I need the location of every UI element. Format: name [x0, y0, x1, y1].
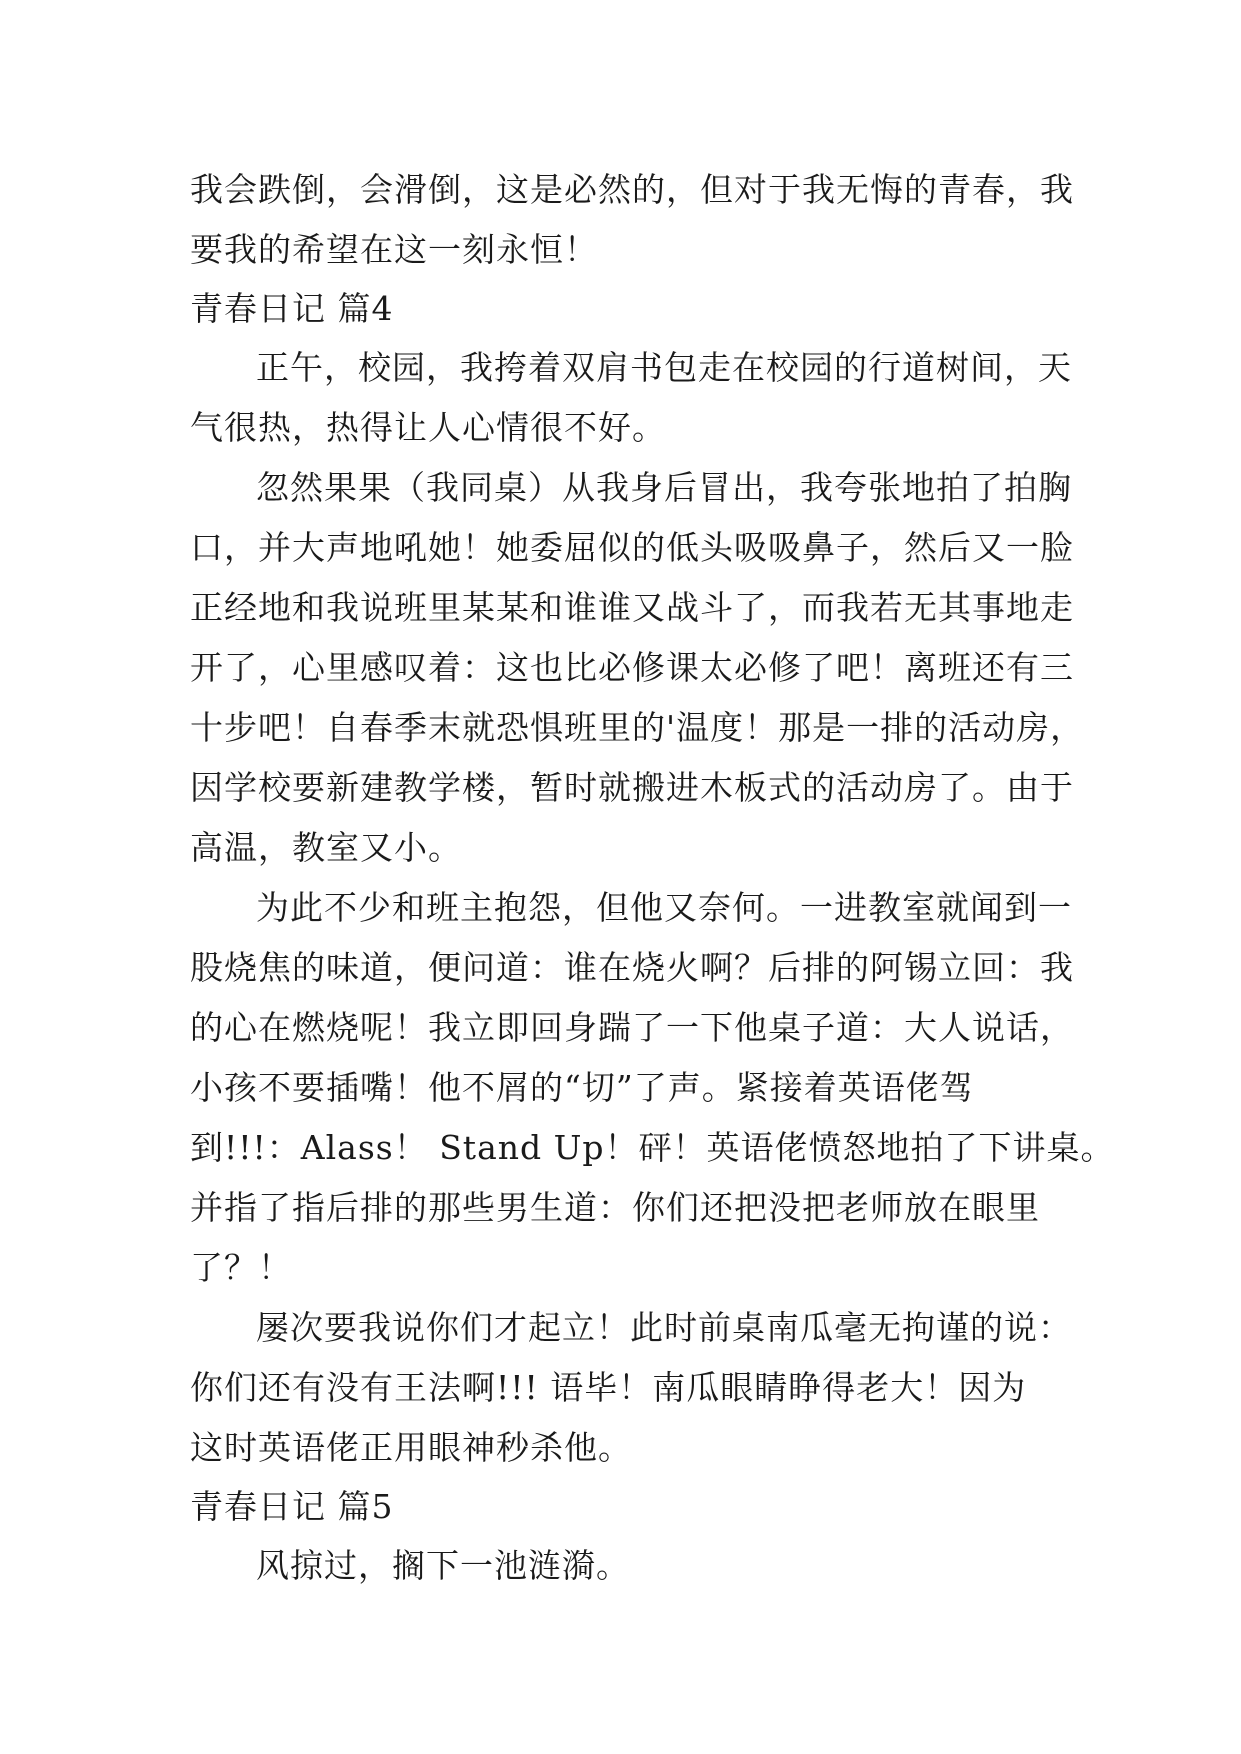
- text-line: 开了，心里感叹着：这也比必修课太必修了吧！离班还有三: [190, 648, 1074, 687]
- text-line: 股烧焦的味道，便问道：谁在烧火啊？后排的阿锡立回：我: [190, 948, 1074, 987]
- text-line: 这时英语佬正用眼神秒杀他。: [190, 1428, 632, 1467]
- paragraph: [190, 1298, 1070, 1478]
- text-line: 忽然果果（我同桌）从我身后冒出，我夸张地拍了拍胸: [256, 468, 1072, 507]
- paragraph: [190, 458, 1085, 878]
- paragraph: [190, 1536, 1070, 1596]
- paragraph: [190, 160, 1074, 280]
- text-line: 要我的希望在这一刻永恒！: [190, 230, 598, 269]
- text-line: 了？！: [190, 1248, 292, 1287]
- text-line: 到!!!：Alass！ Stand Up！砰！英语佬愤怒地拍了下讲桌。: [190, 1128, 1115, 1167]
- text-line: 因学校要新建教学楼，暂时就搬进木板式的活动房了。由于: [190, 768, 1074, 807]
- document-body: [190, 160, 1115, 1596]
- text-line: 正经地和我说班里某某和谁谁又战斗了，而我若无其事地走: [190, 588, 1074, 627]
- section-heading: 青春日记 篇4: [190, 289, 394, 328]
- text-line: 屡次要我说你们才起立！此时前桌南瓜毫无拘谨的说：: [256, 1308, 1072, 1347]
- text-line: 的心在燃烧呢！我立即回身踹了一下他桌子道：大人说话，: [190, 1008, 1074, 1047]
- text-line: 我会跌倒，会滑倒，这是必然的，但对于我无悔的青春，我: [190, 170, 1074, 209]
- text-line: 风掠过，搁下一池涟漪。: [256, 1546, 630, 1585]
- text-line: 正午，校园，我挎着双肩书包走在校园的行道树间，天: [256, 348, 1072, 387]
- paragraph: [190, 878, 1115, 1298]
- text-line: 口，并大声地吼她！她委屈似的低头吸吸鼻子，然后又一脸: [190, 528, 1074, 567]
- text-line: 气很热，热得让人心情很不好。: [190, 408, 666, 447]
- text-line: 小孩不要插嘴！他不屑的“切”了声。紧接着英语佬驾: [190, 1068, 974, 1107]
- text-line: 并指了指后排的那些男生道：你们还把没把老师放在眼里: [190, 1188, 1040, 1227]
- paragraph: [190, 338, 1070, 458]
- text-line: 高温，教室又小。: [190, 828, 462, 867]
- text-line: 为此不少和班主抱怨，但他又奈何。一进教室就闻到一: [256, 888, 1072, 927]
- text-line: 你们还有没有王法啊!!! 语毕！南瓜眼睛睁得老大！因为: [190, 1368, 1027, 1407]
- text-line: 十步吧！自春季末就恐惧班里的'温度！那是一排的活动房，: [190, 708, 1085, 747]
- section-heading: 青春日记 篇5: [190, 1487, 394, 1526]
